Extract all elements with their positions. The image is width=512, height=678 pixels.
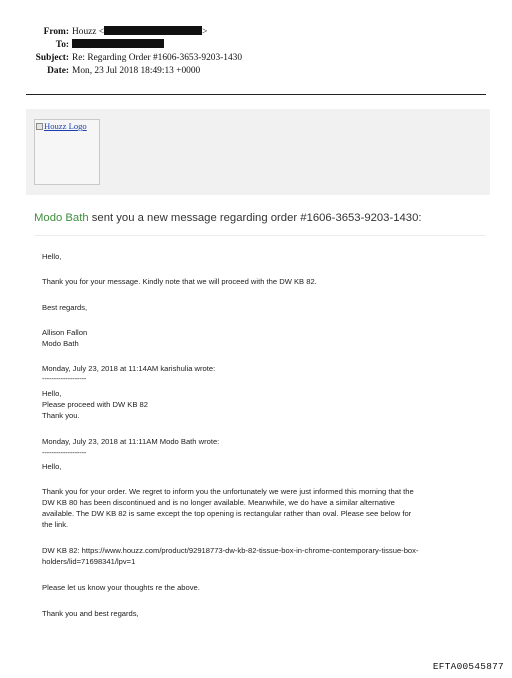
product-link-line-1[interactable]: DW KB 82: https://www.houzz.com/product/92918773-dw-kb-82-tissue-box-in-chrome-contemporary-tissue-box- xyxy=(42,546,419,555)
houzz-logo-image[interactable] xyxy=(34,119,100,185)
quote-header-1: Monday, July 23, 2018 at 11:14AM karishulia wrote: xyxy=(42,364,216,373)
from-label: From: xyxy=(43,27,69,37)
quote-header-2: Monday, July 23, 2018 at 11:11AM Modo Bath wrote: xyxy=(42,437,220,446)
discontinued-paragraph-line-2: DW KB 80 has been discontinued and is no longer available. Meanwhile, we do have a similar alternative xyxy=(42,498,395,507)
from-suffix: > xyxy=(202,27,208,37)
title-divider xyxy=(34,235,486,236)
email-header xyxy=(0,26,512,78)
signature-name: Allison Fallon xyxy=(42,328,88,337)
redaction-bar xyxy=(72,39,164,48)
from-name: Houzz < xyxy=(72,27,105,37)
product-link-line-2[interactable]: holders/lid=71698341/lpv=1 xyxy=(42,557,136,566)
discontinued-paragraph-line-3: available. The DW KB 82 is same except the top opening is rectangular rather than oval. Please see below for xyxy=(42,509,412,518)
signature-company: Modo Bath xyxy=(42,339,79,348)
quote-separator-1: ------------------- xyxy=(42,374,87,383)
date-row xyxy=(0,65,512,78)
to-value xyxy=(72,39,164,52)
sender-name[interactable]: Modo Bath xyxy=(34,212,89,224)
broken-image-icon xyxy=(36,123,43,130)
greeting: Hello, xyxy=(42,252,62,261)
subject-row xyxy=(0,52,512,65)
quote-separator-2: ------------------- xyxy=(42,448,87,457)
discontinued-paragraph-line-1: Thank you for your order. We regret to inform you the unfortunately we were just informed this morning that the xyxy=(42,487,414,496)
from-row xyxy=(0,26,512,39)
from-value xyxy=(72,26,207,39)
reply-paragraph: Thank you for your message. Kindly note that we will proceed with the DW KB 82. xyxy=(42,277,317,286)
to-label: To: xyxy=(55,40,69,50)
title-text: sent you a new message regarding order #1606-3653-9203-1430: xyxy=(88,212,422,224)
header-divider xyxy=(26,94,486,95)
date-value: Mon, 23 Jul 2018 18:49:13 +0000 xyxy=(72,66,201,76)
quote-1-hello: Hello, xyxy=(42,389,62,398)
quote-1-line-1: Please proceed with DW KB 82 xyxy=(42,400,148,409)
subject-value: Re: Regarding Order #1606-3653-9203-1430 xyxy=(72,53,243,63)
final-closing: Thank you and best regards, xyxy=(42,609,139,618)
to-row xyxy=(0,39,512,52)
logo-band xyxy=(26,109,490,195)
redaction-bar xyxy=(104,26,202,35)
document-stamp: EFTA00545877 xyxy=(432,661,504,672)
message-title xyxy=(34,212,422,224)
date-label: Date: xyxy=(47,66,69,76)
quote-2-hello: Hello, xyxy=(42,462,62,471)
logo-alt-text xyxy=(36,121,87,131)
closing: Best regards, xyxy=(42,303,88,312)
discontinued-paragraph-line-4: the link. xyxy=(42,520,69,529)
thoughts-line: Please let us know your thoughts re the above. xyxy=(42,583,200,592)
subject-label: Subject: xyxy=(35,53,69,63)
logo-alt-label: Houzz Logo xyxy=(44,121,87,131)
quote-1-line-2: Thank you. xyxy=(42,411,80,420)
